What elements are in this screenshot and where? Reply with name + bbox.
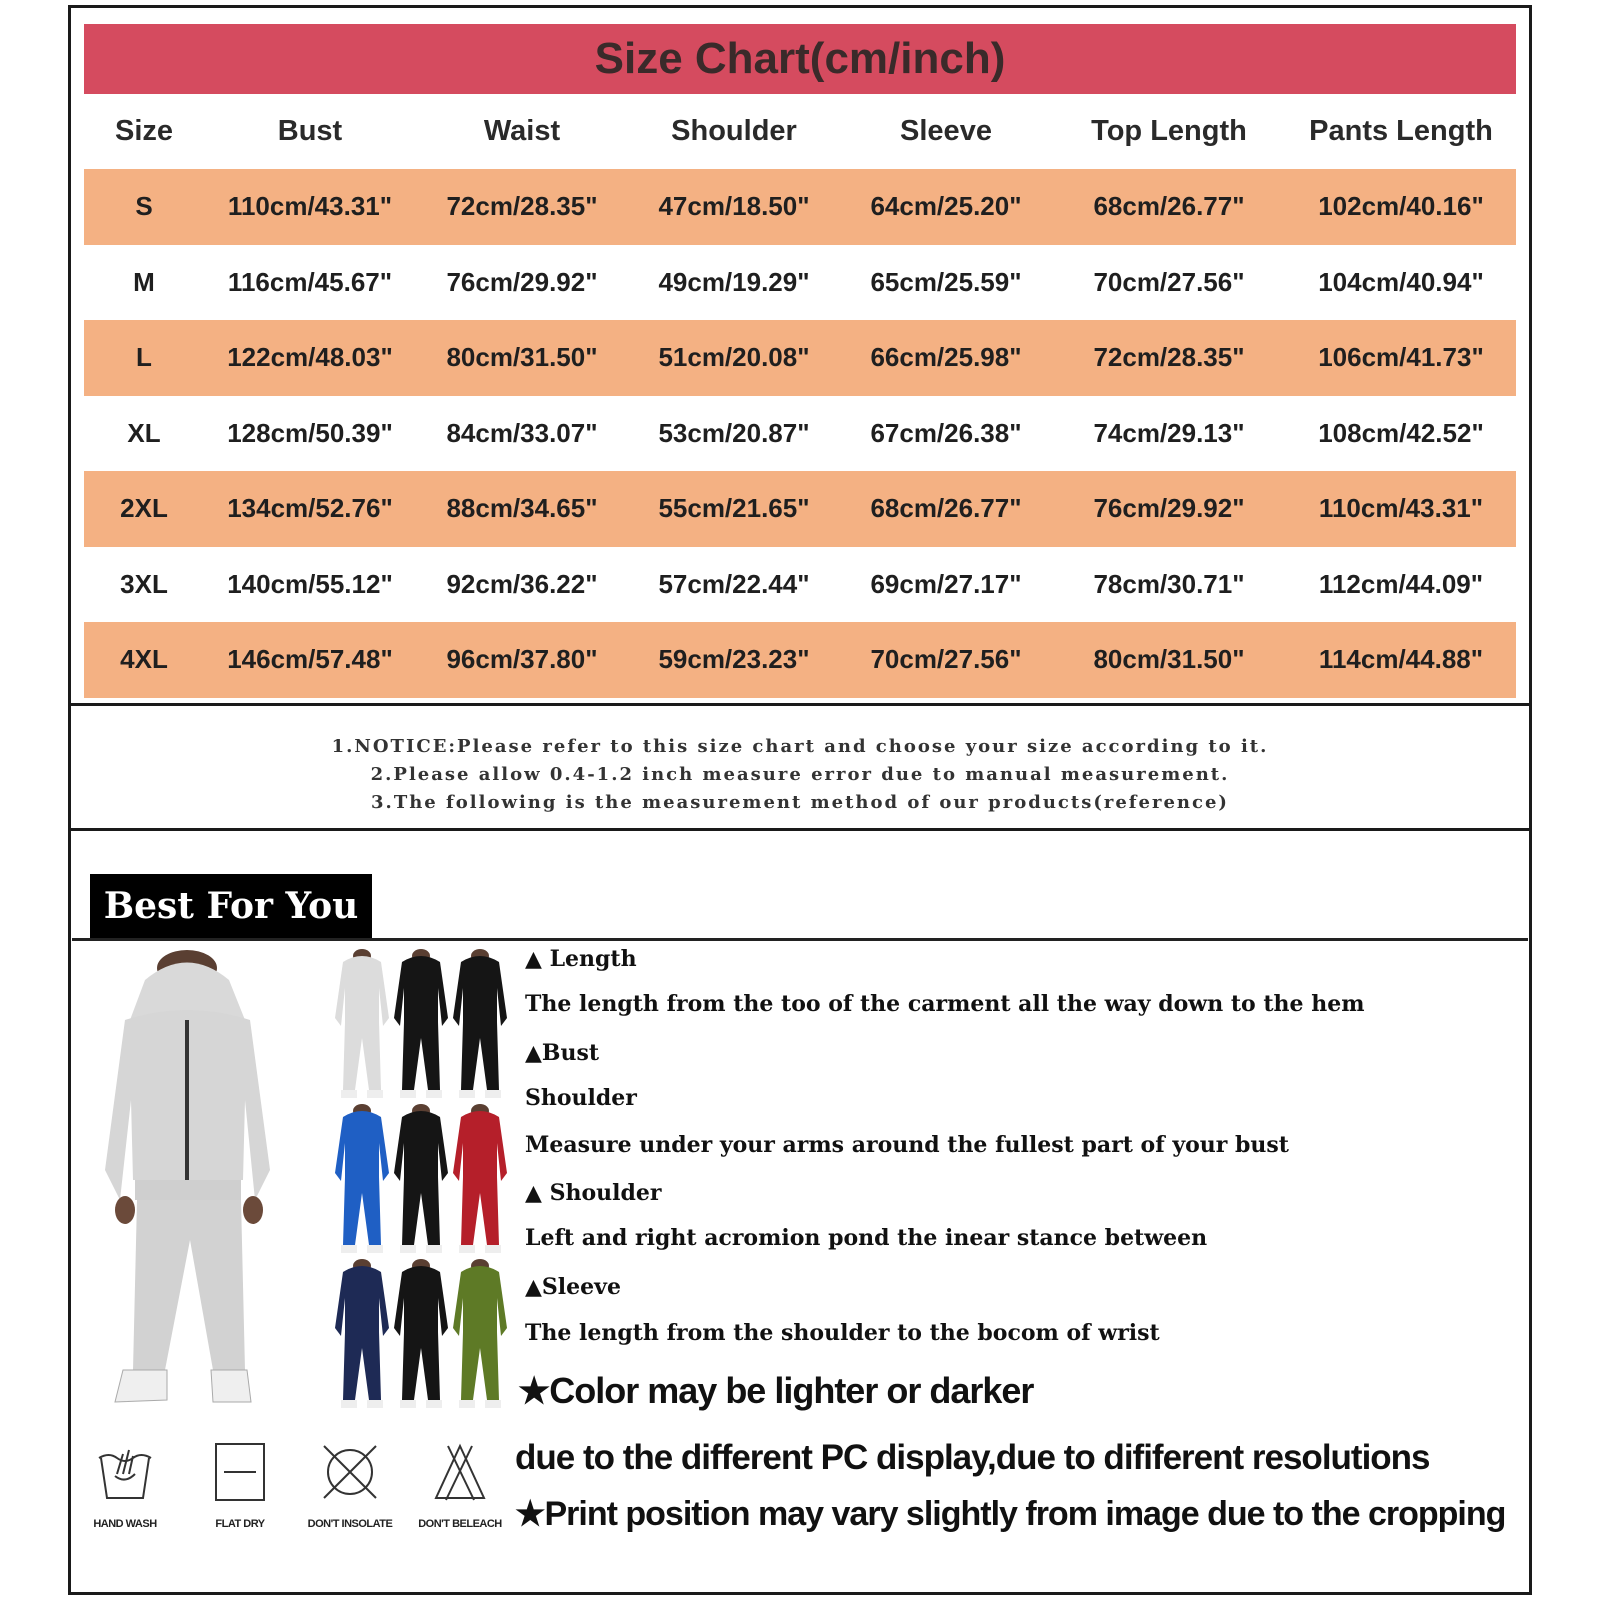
color-variant-figure <box>392 948 450 1100</box>
color-note-line1: ★Color may be lighter or darker <box>518 1370 1034 1411</box>
cell-bust: 110cm/43.31" <box>227 191 393 222</box>
notice-line: 3.The following is the measurement method of our products(reference) <box>371 792 1229 813</box>
cell-waist: 76cm/29.92" <box>446 266 598 297</box>
care-hand-wash <box>80 1440 170 1530</box>
dont-insolate-icon <box>318 1440 382 1504</box>
cell-waist: 80cm/31.50" <box>446 342 598 373</box>
cell-top-length: 68cm/26.77" <box>1093 191 1245 222</box>
header-pants-length: Pants Length <box>1309 115 1493 147</box>
cell-shoulder: 47cm/18.50" <box>658 191 810 222</box>
cell-waist: 72cm/28.35" <box>446 191 598 222</box>
flat-dry-label: FLAT DRY <box>215 1518 265 1530</box>
cell-top-length: 70cm/27.56" <box>1093 266 1245 297</box>
cell-shoulder: 57cm/22.44" <box>658 568 810 599</box>
cell-pants-length: 110cm/43.31" <box>1318 493 1484 524</box>
cell-pants-length: 108cm/42.52" <box>1318 417 1484 448</box>
hand-wash-icon <box>93 1440 157 1504</box>
size-table <box>84 94 1516 698</box>
cell-shoulder: 53cm/20.87" <box>658 417 810 448</box>
flat-dry-icon <box>208 1440 272 1504</box>
cell-shoulder: 55cm/21.65" <box>658 493 810 524</box>
bust-title: ▲Bust <box>525 1040 600 1066</box>
dont-bleach-icon <box>428 1440 492 1504</box>
header-waist: Waist <box>483 115 561 147</box>
cell-pants-length: 114cm/44.88" <box>1318 644 1484 675</box>
sleeve-description: The length from the shoulder to the bocom of wrist <box>525 1320 1160 1346</box>
cell-top-length: 74cm/29.13" <box>1093 417 1245 448</box>
cell-size: M <box>133 266 155 297</box>
bust-description: Measure under your arms around the fullest part of your bust <box>525 1132 1289 1158</box>
cell-sleeve: 64cm/25.20" <box>870 191 1022 222</box>
cell-size: 4XL <box>120 644 168 675</box>
table-row <box>84 547 1516 623</box>
cell-bust: 140cm/55.12" <box>227 568 393 599</box>
cell-sleeve: 65cm/25.59" <box>870 266 1022 297</box>
color-note-line2: due to the different PC display,due to dififerent resolutions <box>515 1438 1430 1477</box>
table-header-row <box>84 94 1516 169</box>
cell-size: S <box>135 191 153 222</box>
care-dont-insolate <box>305 1440 395 1530</box>
section-divider <box>68 703 1532 706</box>
notice-block <box>71 733 1529 817</box>
color-variant-figure <box>333 948 391 1100</box>
header-bust: Bust <box>277 115 343 147</box>
color-variant-figure <box>451 948 509 1100</box>
table-row <box>84 169 1516 245</box>
cell-size: L <box>136 342 152 373</box>
color-variant-figure <box>451 1258 509 1410</box>
cell-top-length: 80cm/31.50" <box>1093 644 1245 675</box>
color-variant-figure <box>392 1258 450 1410</box>
table-row <box>84 622 1516 698</box>
cell-shoulder: 59cm/23.23" <box>658 644 810 675</box>
cell-sleeve: 69cm/27.17" <box>870 568 1022 599</box>
best-for-you-rule <box>72 938 1528 941</box>
cell-top-length: 72cm/28.35" <box>1093 342 1245 373</box>
cell-bust: 122cm/48.03" <box>227 342 393 373</box>
shoulder-description: Left and right acromion pond the inear stance between <box>525 1225 1208 1251</box>
shoulder-title: ▲ Shoulder <box>525 1180 662 1206</box>
header-top-length: Top Length <box>1091 115 1247 147</box>
notice-line: 2.Please allow 0.4-1.2 inch measure error due to manual measurement. <box>370 764 1230 785</box>
color-variant-figure <box>451 1103 509 1255</box>
cell-pants-length: 102cm/40.16" <box>1318 191 1484 222</box>
length-description: The length from the too of the carment all the way down to the hem <box>525 991 1365 1017</box>
notice-line: 1.NOTICE:Please refer to this size chart and choose your size according to it. <box>331 736 1269 757</box>
cell-waist: 88cm/34.65" <box>446 493 598 524</box>
cell-pants-length: 112cm/44.09" <box>1318 568 1484 599</box>
color-variant-figure <box>392 1103 450 1255</box>
dont-insolate-label: DON'T INSOLATE <box>307 1518 393 1530</box>
cell-bust: 128cm/50.39" <box>227 417 393 448</box>
cell-shoulder: 49cm/19.29" <box>658 266 810 297</box>
cell-sleeve: 67cm/26.38" <box>870 417 1022 448</box>
bust-subtitle: Shoulder <box>525 1085 637 1111</box>
header-shoulder: Shoulder <box>671 115 797 147</box>
tracksuit-model-image <box>95 950 280 1420</box>
care-dont-bleach <box>415 1440 505 1530</box>
hand-wash-label: HAND WASH <box>93 1518 157 1530</box>
header-sleeve: Sleeve <box>900 115 992 147</box>
print-position-note: ★Print position may vary slightly from image due to the cropping <box>515 1495 1506 1533</box>
cell-size: XL <box>127 417 161 448</box>
length-title: ▲ Length <box>525 946 637 972</box>
table-row <box>84 396 1516 472</box>
cell-sleeve: 66cm/25.98" <box>870 342 1022 373</box>
header-size: Size <box>114 115 174 147</box>
dont-bleach-label: DON'T BELEACH <box>418 1518 502 1530</box>
cell-bust: 116cm/45.67" <box>227 266 393 297</box>
cell-pants-length: 106cm/41.73" <box>1318 342 1484 373</box>
cell-size: 2XL <box>120 493 168 524</box>
cell-bust: 146cm/57.48" <box>227 644 393 675</box>
color-variant-figure <box>333 1258 391 1410</box>
table-row <box>84 471 1516 547</box>
color-variant-figure <box>333 1103 391 1255</box>
table-row <box>84 245 1516 321</box>
cell-bust: 134cm/52.76" <box>227 493 393 524</box>
cell-sleeve: 68cm/26.77" <box>870 493 1022 524</box>
section-divider <box>68 828 1532 831</box>
cell-shoulder: 51cm/20.08" <box>658 342 810 373</box>
cell-waist: 96cm/37.80" <box>446 644 598 675</box>
care-flat-dry <box>195 1440 285 1530</box>
sleeve-title: ▲Sleeve <box>525 1274 621 1300</box>
cell-waist: 84cm/33.07" <box>446 417 598 448</box>
cell-size: 3XL <box>120 568 168 599</box>
cell-top-length: 78cm/30.71" <box>1093 568 1245 599</box>
cell-top-length: 76cm/29.92" <box>1093 493 1245 524</box>
cell-pants-length: 104cm/40.94" <box>1318 266 1484 297</box>
cell-sleeve: 70cm/27.56" <box>870 644 1022 675</box>
table-row <box>84 320 1516 396</box>
size-chart-title: Size Chart(cm/inch) <box>84 24 1516 94</box>
best-for-you-tab: Best For You <box>90 874 372 938</box>
cell-waist: 92cm/36.22" <box>446 568 598 599</box>
